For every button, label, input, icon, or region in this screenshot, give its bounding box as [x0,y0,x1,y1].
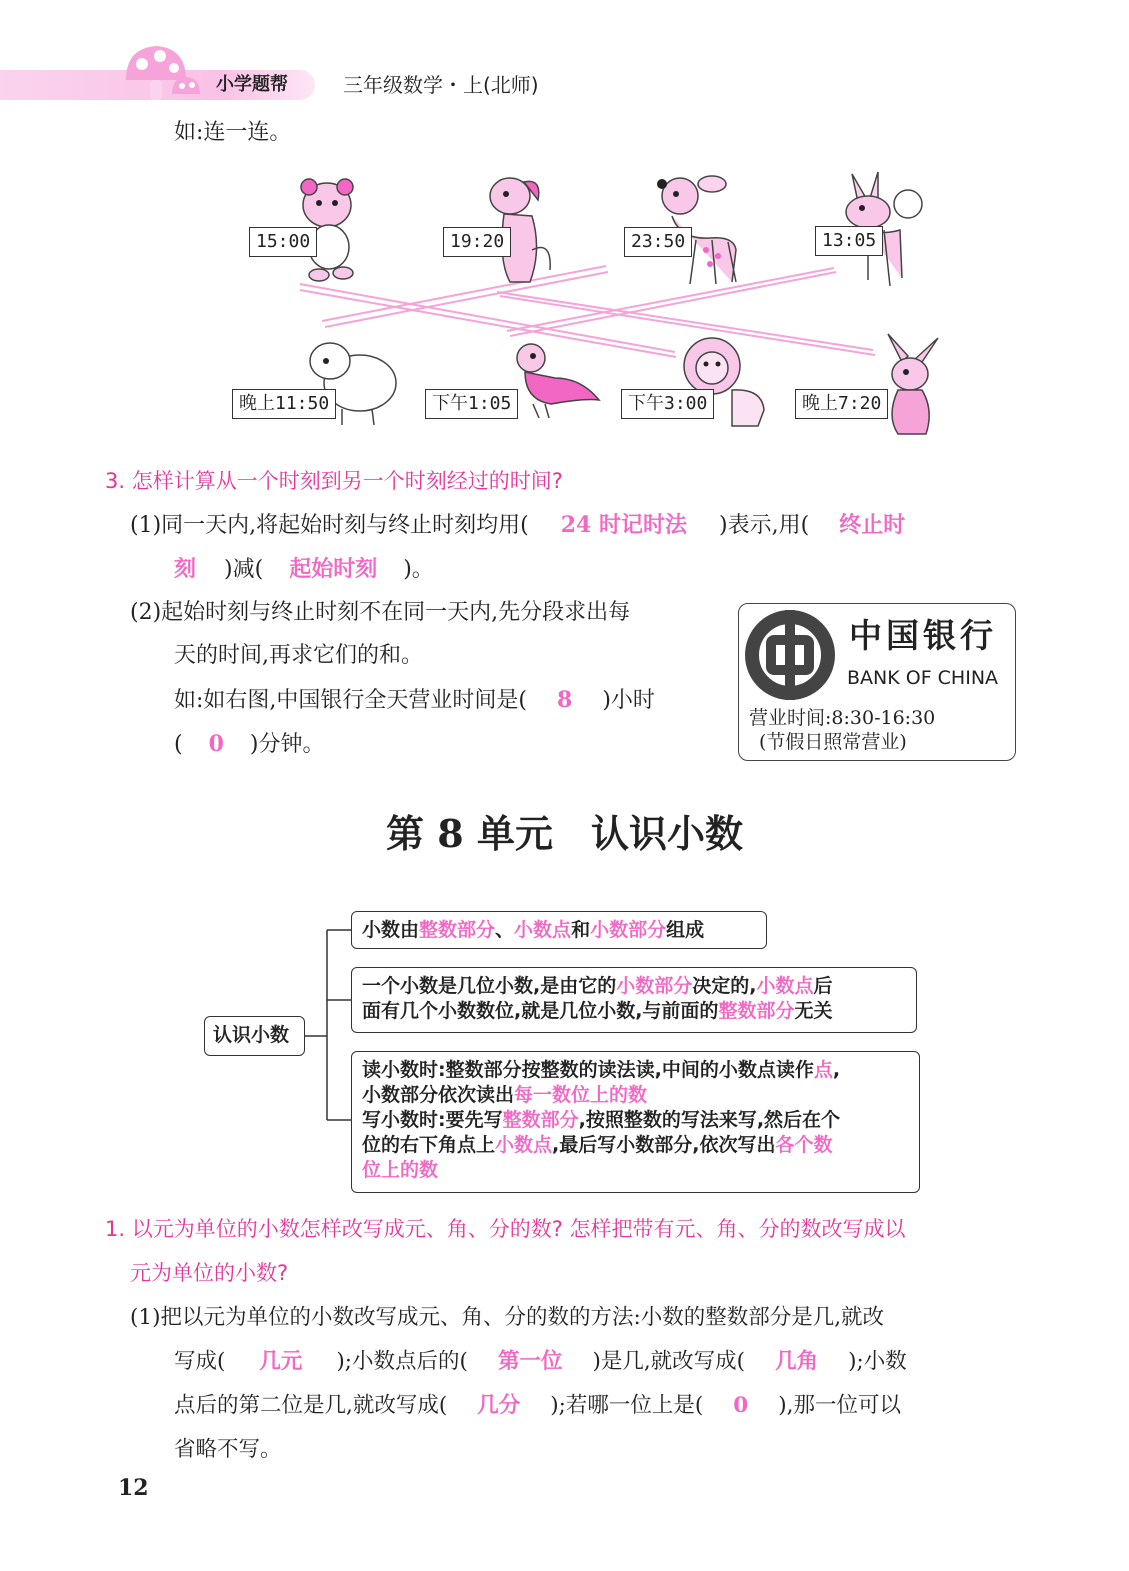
q3-title: 3. 怎样计算从一个时刻到另一个时刻经过的时间? [105,469,563,493]
q1-line4: 省略不写。 [174,1437,282,1462]
q1-line2: 写成( 几元 );小数点后的( 第一位 )是几,就改写成( 几角 );小数 [174,1349,907,1374]
time-box-top-1: 15:00 [249,227,317,257]
answer-start-time: 起始时刻 [289,556,378,582]
time-box-bottom-1: 晚上11:50 [232,389,336,419]
time-box-top-2: 19:20 [443,227,511,257]
example-intro: 如:连一连。 [174,120,292,145]
bank-name-en: BANK OF CHINA [847,667,999,689]
bank-name-cn: 中国银行 [849,616,997,655]
time-box-top-4: 13:05 [815,226,883,256]
answer-zero: 0 [733,1393,749,1418]
answer-fen: 几分 [477,1393,521,1418]
answer-end-time-a: 终止时 [839,512,906,538]
concept-root: 认识小数 [204,1016,305,1056]
q3-p2-line3: 如:如右图,中国银行全天营业时间是( 8 )小时 [174,687,655,713]
page-number: 12 [118,1475,149,1501]
time-box-bottom-2: 下午1:05 [425,389,518,419]
time-box-top-3: 23:50 [624,227,692,257]
q3-line2: 刻 )减( 起始时刻 )。 [174,556,434,582]
header-subtitle: 三年级数学・上(北师) [343,73,539,97]
answer-minutes: 0 [208,731,224,757]
header-brand: 小学题帮 [216,74,288,95]
concept-box-2: 一个小数是几位小数,是由它的小数部分决定的,小数点后 面有几个小数数位,就是几位小数,与前面的整数部分无关 [351,967,917,1033]
q3-line1: (1)同一天内,将起始时刻与终止时刻均用( 24 时记时法 )表示,用( 终止时 [130,512,906,538]
q1-line1: (1)把以元为单位的小数改写成元、角、分的数的方法:小数的整数部分是几,就改 [130,1305,885,1330]
answer-yuan: 几元 [259,1349,303,1374]
q3-p2-line4: ( 0 )分钟。 [174,731,325,757]
concept-box-1: 小数由整数部分、小数点和小数部分组成 [351,911,767,949]
answer-first-digit: 第一位 [497,1349,563,1374]
answer-end-time-b: 刻 [174,556,197,582]
q1-line3: 点后的第二位是几,就改写成( 几分 );若哪一位上是( 0 ),那一位可以 [174,1393,901,1418]
bank-note: (节假日照常营业) [759,731,907,753]
concept-box-3: 读小数时:整数部分按整数的读法读,中间的小数点读作点, 小数部分依次读出每一数位上的数 写小数时:要先写整数部分,按照整数的写法来写,然后在个 位的右下角点上小数点,最后写小数部分,依次写出各个数 位上的数 [351,1051,920,1193]
answer-jiao: 几角 [775,1349,819,1374]
answer-24h: 24 时记时法 [560,512,688,538]
bank-hours: 营业时间:8:30-16:30 [749,707,936,729]
time-box-bottom-4: 晚上7:20 [795,389,888,419]
q1-title-line1: 1. 以元为单位的小数怎样改写成元、角、分的数? 怎样把带有元、角、分的数改写成以 [105,1217,906,1241]
answer-hours: 8 [557,687,573,713]
time-box-bottom-3: 下午3:00 [621,389,714,419]
q3-p2-line1: (2)起始时刻与终止时刻不在同一天内,先分段求出每 [130,600,631,625]
unit-title: 第 8 单元 认识小数 [386,811,743,856]
q1-title-line2: 元为单位的小数? [130,1261,289,1285]
q3-p2-line2: 天的时间,再求它们的和。 [174,643,423,668]
